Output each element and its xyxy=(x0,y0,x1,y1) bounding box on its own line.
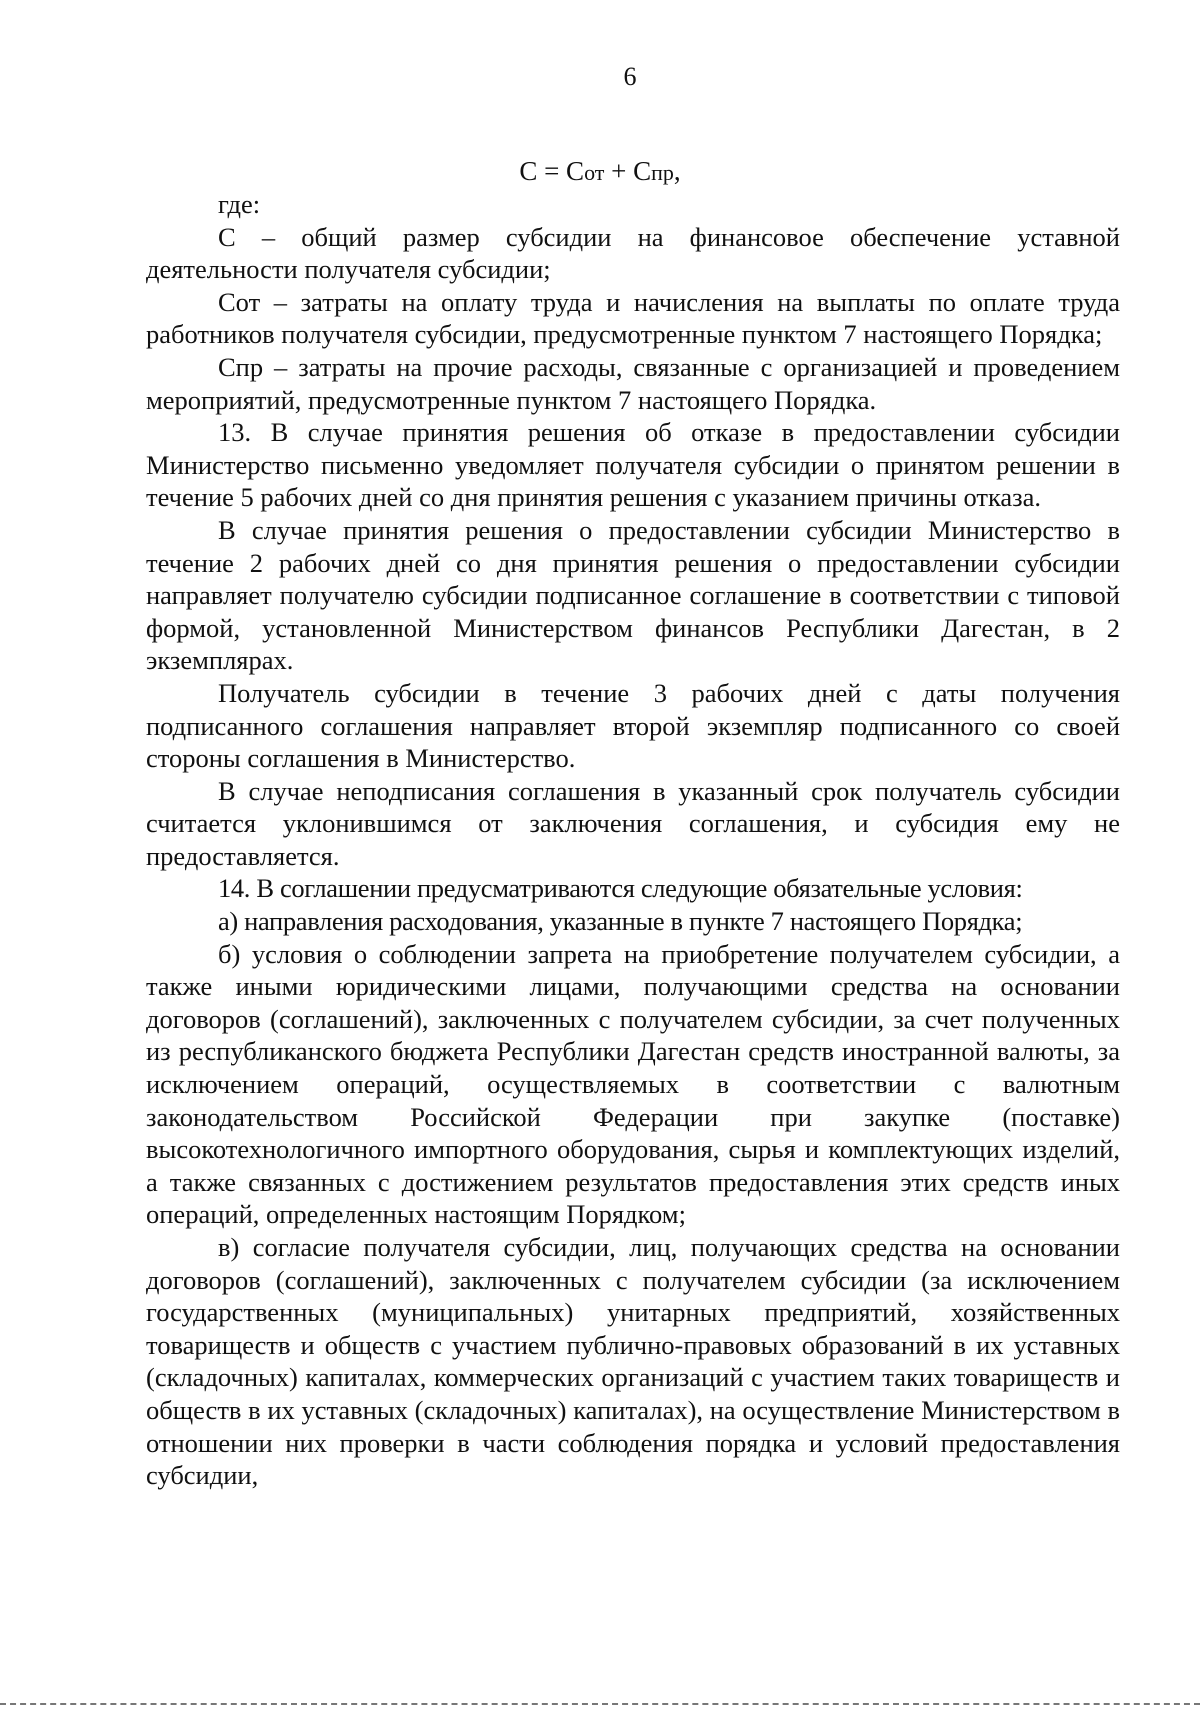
subsidy-formula xyxy=(0,156,1200,187)
paragraph-definition-cpr: Спр – затраты на прочие расходы, связанные с организацией и проведением мероприятий, предусмотренные пунктом 7 настоящего Порядка. xyxy=(146,351,1120,415)
page-number: 6 xyxy=(623,62,637,91)
paragraph-item-13: 13. В случае принятия решения об отказе в предоставлении субсидии Министерство письменно уведомляет получателя субсидии о принятом решении в течение 5 рабочих дней со дня принятия решения с указанием причины отказа. xyxy=(146,417,1120,513)
paragraph-agreement-sending: В случае принятия решения о предоставлении субсидии Министерство в течение 2 рабочих дней со дня принятия решения о предоставлении субсидии направляет получателю субсидии подписанное соглашение в соответствии с типовой формой, установленной Министерством финансов Республики Дагестан, в 2 экземплярах. xyxy=(146,514,1120,676)
paragraph-condition-a: а) направления расходования, указанные в пункте 7 настоящего Порядка; xyxy=(218,906,1023,937)
formula-plus: + С xyxy=(604,156,652,186)
paragraph-definition-cot: Сот – затраты на оплату труда и начисления на выплаты по оплате труда работников получателя субсидии, предусмотренные пунктом 7 настоящего Порядка; xyxy=(146,286,1120,350)
paragraph-condition-v: в) согласие получателя субсидии, лиц, получающих средства на основании договоров (соглашений), заключенных с получателем субсидии (за исключением государственных (муниципальных) унитарных предприятий, хозяйственных товариществ и обществ с участием публично-правовых образований в их уставных (складочных) капиталах, коммерческих организаций с участием таких товариществ и обществ в их уставных (складочных) капиталах), на осуществление Министерством в отношении них проверки в части соблюдения порядка и условий предоставления субсидии, xyxy=(146,1232,1120,1491)
formula-tail: , xyxy=(673,156,681,186)
paragraph-agreement-return: Получатель субсидии в течение 3 рабочих дней с даты получения подписанного соглашения направляет второй экземпляр подписанного со своей стороны соглашения в Министерство. xyxy=(146,677,1120,774)
paragraph-condition-b: б) условия о соблюдении запрета на приобретение получателем субсидии, а также иными юридическими лицами, получающими средства на основании договоров (соглашений), заключенных с получателем субсидии, за счет полученных из республиканского бюджета Республики Дагестан средств иностранной валюты, за исключением операций, осуществляемых в соответствии с валютным законодательством Российской Федерации при закупке (поставке) высокотехнологичного импортного оборудования, сырья и комплектующих изделий, а также связанных с достижением результатов предоставления этих средств иных операций, определенных настоящим Порядком; xyxy=(146,938,1120,1230)
formula-subscript-ot: от xyxy=(584,160,605,185)
paragraph-agreement-refusal: В случае неподписания соглашения в указанный срок получатель субсидии считается уклонившимся от заключения соглашения, и субсидия ему не предоставляется. xyxy=(146,775,1120,871)
scan-edge-line xyxy=(0,1703,1200,1705)
formula-subscript-pr: пр xyxy=(651,160,674,185)
paragraph-where: где: xyxy=(218,189,261,219)
paragraph-item-14: 14. В соглашении предусматриваются следующие обязательные условия: xyxy=(218,873,1023,904)
formula-lhs: С = С xyxy=(519,156,585,186)
paragraph-definition-c: С – общий размер субсидии на финансовое обеспечение уставной деятельности получателя субсидии; xyxy=(146,221,1120,285)
document-body xyxy=(146,188,1120,1492)
